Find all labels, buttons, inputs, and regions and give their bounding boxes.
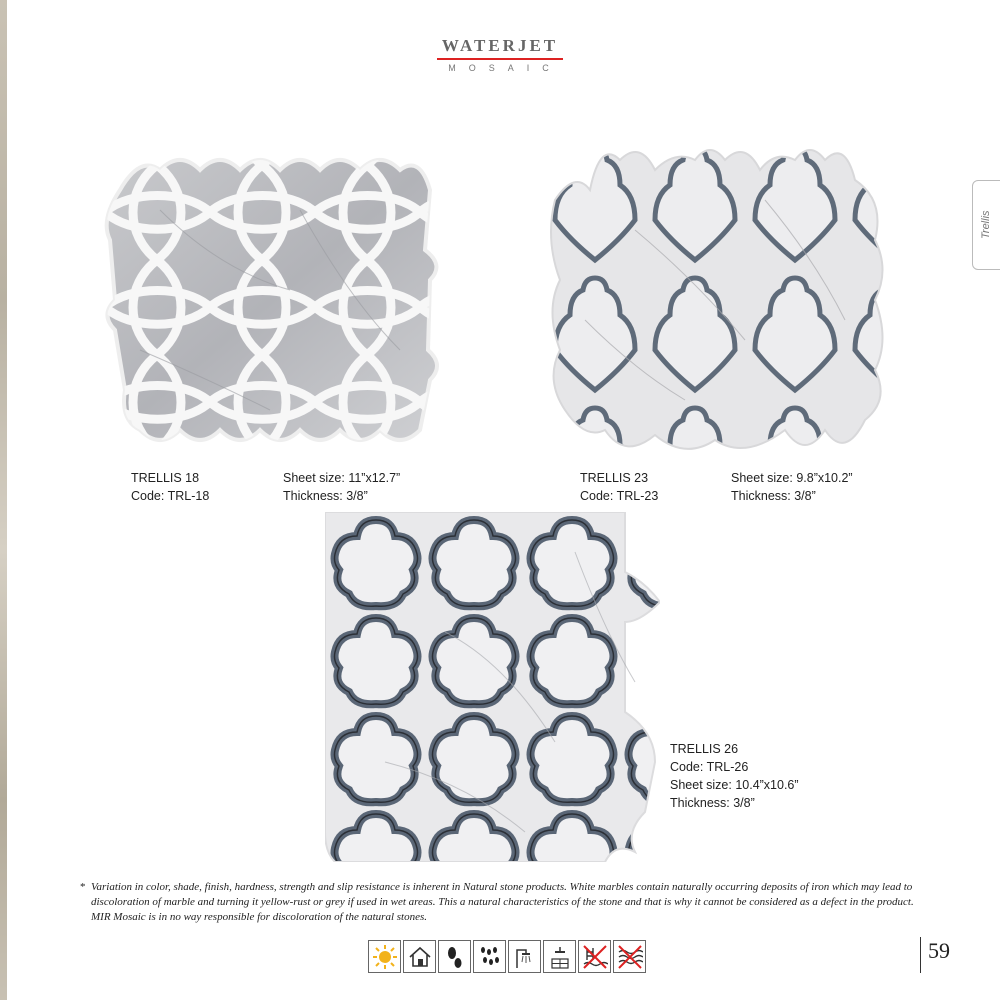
- section-tab-label: Trellis: [980, 210, 992, 240]
- shower-icon: [508, 940, 541, 973]
- page-number: 59: [928, 938, 950, 963]
- product-code: Code: TRL-26: [670, 760, 749, 774]
- brand-logo: [400, 36, 600, 73]
- trellis-18-image: [100, 150, 445, 450]
- trellis-18-spec-block: [283, 469, 400, 505]
- product-name: TRELLIS 18: [131, 471, 200, 485]
- product-code: Code: TRL-23: [580, 489, 659, 503]
- footprint-icon: [438, 940, 471, 973]
- no-water-icon: [613, 940, 646, 973]
- section-tab[interactable]: [972, 180, 1000, 270]
- no-pool-icon: [578, 940, 611, 973]
- product-name: TRELLIS 23: [580, 471, 649, 485]
- thickness: Thickness: 3/8”: [731, 489, 816, 503]
- brand-word: WATERJET: [441, 36, 559, 55]
- heavy-traffic-icon: [473, 940, 506, 973]
- house-icon: [403, 940, 436, 973]
- sheet-size: Sheet size: 10.4”x10.6”: [670, 778, 799, 792]
- trellis-23-name-block: [580, 469, 658, 505]
- page-number-rule: [920, 937, 921, 973]
- trellis-18-name-block: [131, 469, 209, 505]
- sheet-size: Sheet size: 11”x12.7”: [283, 471, 401, 485]
- brand-rule: [437, 58, 563, 60]
- page-edge-strip: [0, 0, 7, 1000]
- product-name: TRELLIS 26: [670, 742, 739, 756]
- trellis-23-image: [545, 140, 890, 460]
- footnote-text: Variation in color, shade, finish, hardness, strength and slip resistance is inherent in Natural stone products. White marbles contain naturally occurring deposits of iron which may lead to discoloration of marble and turning it yellow-rust or grey if used in wet areas. This a natural characteristics of the stone and that is why it cannot be considered as a defect in the product. MIR Mosaic is in no way responsible for discoloration of the natural stones.: [91, 881, 914, 923]
- trellis-26-image: [325, 512, 660, 862]
- trellis-26-info-block: [670, 740, 799, 812]
- product-code: Code: TRL-18: [131, 489, 210, 503]
- trellis-23-spec-block: [731, 469, 853, 505]
- sheet-size: Sheet size: 9.8”x10.2”: [731, 471, 853, 485]
- sun-icon: [368, 940, 401, 973]
- usage-icons: [368, 940, 646, 974]
- brand-sub: MOSAIC: [448, 63, 562, 73]
- thickness: Thickness: 3/8”: [670, 796, 755, 810]
- footnote-star: *: [80, 881, 86, 893]
- thickness: Thickness: 3/8”: [283, 489, 368, 503]
- shower-wall-icon: [543, 940, 576, 973]
